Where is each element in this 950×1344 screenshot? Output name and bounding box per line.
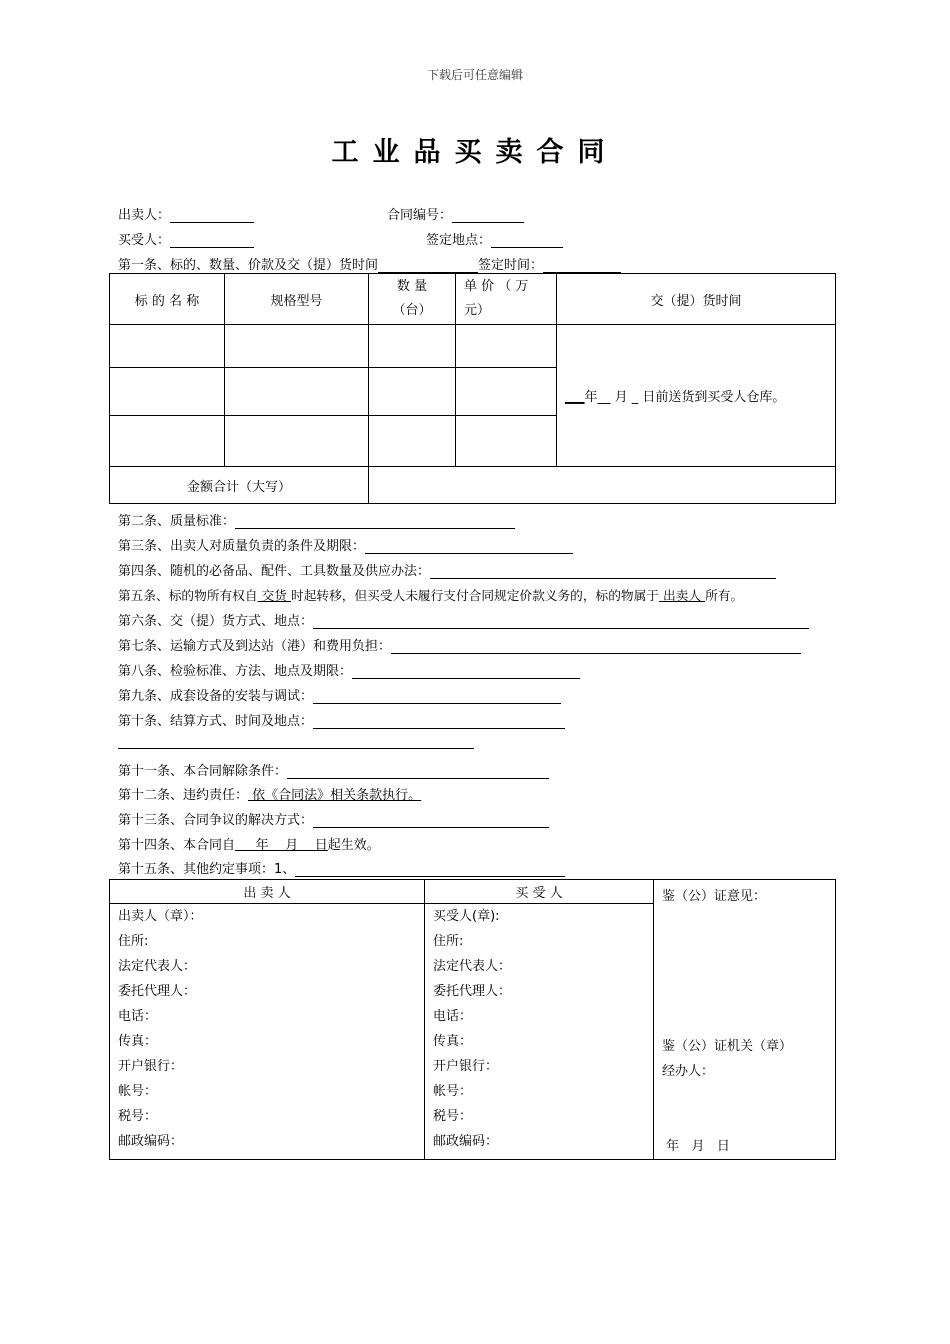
article-14-post: 起生效。 xyxy=(327,838,380,853)
goods-header-row xyxy=(110,274,836,325)
article-6-label: 第六条、交（提）货方式、地点： xyxy=(118,614,314,629)
cell-price[interactable] xyxy=(456,368,557,416)
signature-header-row xyxy=(110,880,836,904)
article-5-pre: 第五条、标的物所有权自 xyxy=(118,588,258,603)
col-price xyxy=(456,274,557,325)
sign-time-blank[interactable] xyxy=(543,258,621,273)
notary-header: 鉴（公）证意见： xyxy=(662,889,767,904)
contract-no-line xyxy=(387,204,524,223)
article-7-label: 第七条、运输方式及到达站（港）和费用负担： xyxy=(118,639,392,654)
sign-place-blank[interactable] xyxy=(491,233,563,248)
cell-qty[interactable] xyxy=(369,368,456,416)
article-5-seller: 出卖人 xyxy=(658,588,706,603)
article-10-blank[interactable] xyxy=(313,714,565,729)
article-4-label: 第四条、随机的必备品、配件、工具数量及供应办法： xyxy=(118,564,431,579)
buyer-blank[interactable] xyxy=(170,233,254,248)
buyer-field[interactable]: 帐号： xyxy=(433,1084,473,1099)
article-9-label: 第九条、成套设备的安装与调试： xyxy=(118,689,314,704)
seller-field[interactable]: 住所: xyxy=(118,934,149,949)
cell-spec[interactable] xyxy=(225,325,369,368)
article-5 xyxy=(118,585,743,604)
article-14 xyxy=(118,834,380,853)
article-14-label: 第十四条、本合同自 xyxy=(118,838,236,853)
article-6-blank[interactable] xyxy=(313,614,809,629)
article-4 xyxy=(118,560,776,579)
buyer-field[interactable]: 税号： xyxy=(433,1109,473,1124)
notary-seal: 鉴（公）证机关（章） xyxy=(662,1039,793,1054)
cell-name[interactable] xyxy=(110,325,225,368)
article-11-label: 第十一条、本合同解除条件： xyxy=(118,764,288,779)
article-8-blank[interactable] xyxy=(352,664,580,679)
delivery-cell xyxy=(557,325,836,467)
buyer-field[interactable]: 传真： xyxy=(433,1034,473,1049)
seller-header: 出 卖 人 xyxy=(110,880,425,904)
col-price-line1: 单 价 （ 万 xyxy=(464,279,529,294)
col-name: 标 的 名 称 xyxy=(110,274,225,325)
seller-column xyxy=(110,904,425,1160)
article-3-blank[interactable] xyxy=(365,539,573,554)
article-15 xyxy=(118,858,565,877)
article-10-label: 第十条、结算方式、时间及地点： xyxy=(118,714,314,729)
article-15-blank[interactable] xyxy=(295,862,565,877)
cell-spec[interactable] xyxy=(225,416,369,467)
sign-time-label: 签定时间： xyxy=(478,258,544,273)
seller-field[interactable]: 帐号： xyxy=(118,1084,158,1099)
article-9-blank[interactable] xyxy=(313,689,561,704)
buyer-field[interactable]: 委托代理人： xyxy=(433,984,512,999)
cell-price[interactable] xyxy=(456,325,557,368)
col-qty-line1: 数 量 xyxy=(396,279,428,294)
contract-no-blank[interactable] xyxy=(452,208,524,223)
seller-field[interactable]: 出卖人（章）： xyxy=(118,909,203,924)
cell-price[interactable] xyxy=(456,416,557,467)
notary-column xyxy=(654,880,836,1160)
article-2-label: 第二条、质量标准： xyxy=(118,514,236,529)
buyer-column xyxy=(425,904,654,1160)
article-5-post: 所有。 xyxy=(705,588,744,603)
seller-field[interactable]: 税号： xyxy=(118,1109,158,1124)
delivery-blank[interactable]: ___ xyxy=(565,390,585,405)
article-13 xyxy=(118,809,549,828)
article-5-delivery: 交货 xyxy=(257,588,292,603)
article-7 xyxy=(118,635,801,654)
sign-place-line xyxy=(426,229,563,248)
goods-table xyxy=(109,273,836,504)
article-14-date[interactable]: 年 月 日 xyxy=(235,838,328,853)
cell-name[interactable] xyxy=(110,368,225,416)
article-4-blank[interactable] xyxy=(430,564,776,579)
col-delivery: 交（提）货时间 xyxy=(557,274,836,325)
cell-name[interactable] xyxy=(110,416,225,467)
article-2 xyxy=(118,510,515,529)
buyer-field[interactable]: 住所: xyxy=(433,934,464,949)
sign-place-label: 签定地点： xyxy=(426,233,492,248)
buyer-label: 买受人： xyxy=(118,233,171,248)
delivery-text: 年__ 月 _ 日前送货到买受人仓库。 xyxy=(584,390,786,405)
article-13-blank[interactable] xyxy=(313,813,549,828)
seller-line xyxy=(118,204,254,223)
article1-blank[interactable] xyxy=(378,258,478,273)
article-3 xyxy=(118,535,573,554)
seller-field[interactable]: 传真： xyxy=(118,1034,158,1049)
article-10-blank-line2[interactable] xyxy=(118,748,474,749)
buyer-header: 买 受 人 xyxy=(425,880,654,904)
col-qty-line2: （台） xyxy=(392,303,432,318)
article-12 xyxy=(118,784,421,803)
article-8-label: 第八条、检验标准、方法、地点及期限： xyxy=(118,664,353,679)
article-5-mid: 时起转移，但买受人未履行支付合同规定价款义务的，标的物属于 xyxy=(291,588,659,603)
header-note: 下载后可任意编辑 xyxy=(426,68,523,82)
article-7-blank[interactable] xyxy=(391,639,801,654)
signature-table xyxy=(109,879,836,1160)
seller-blank[interactable] xyxy=(170,208,254,223)
seller-field[interactable]: 电话： xyxy=(118,1009,158,1024)
article-9 xyxy=(118,685,561,704)
seller-field[interactable]: 法定代表人： xyxy=(118,959,197,974)
seller-field[interactable]: 邮政编码： xyxy=(118,1134,184,1149)
notary-agent: 经办人： xyxy=(662,1064,715,1079)
article-15-label: 第十五条、其他约定事项：1、 xyxy=(118,862,296,877)
cell-qty[interactable] xyxy=(369,416,456,467)
notary-date: 年 月 日 xyxy=(662,1139,730,1154)
total-value[interactable] xyxy=(369,467,836,504)
total-row xyxy=(110,467,836,504)
col-spec: 规格型号 xyxy=(225,274,369,325)
seller-field[interactable]: 开户银行： xyxy=(118,1059,184,1074)
buyer-field[interactable]: 买受人(章): xyxy=(433,909,500,924)
article-2-blank[interactable] xyxy=(235,514,515,529)
cell-spec[interactable] xyxy=(225,368,369,416)
article-12-value: 依《合同法》相关条款执行。 xyxy=(248,788,422,803)
article-3-label: 第三条、出卖人对质量负责的条件及期限： xyxy=(118,539,366,554)
article1-label: 第一条、标的、数量、价款及交（提）货时间 xyxy=(118,258,379,273)
article-13-label: 第十三条、合同争议的解决方式： xyxy=(118,813,314,828)
article-12-label: 第十二条、违约责任： xyxy=(118,788,249,803)
article-11-blank[interactable] xyxy=(287,764,549,779)
buyer-field[interactable]: 邮政编码： xyxy=(433,1134,499,1149)
col-qty xyxy=(369,274,456,325)
article-6 xyxy=(118,610,809,629)
article-10 xyxy=(118,710,565,729)
article-8 xyxy=(118,660,580,679)
contract-no-label: 合同编号： xyxy=(387,208,453,223)
seller-field[interactable]: 委托代理人： xyxy=(118,984,197,999)
buyer-field[interactable]: 电话： xyxy=(433,1009,473,1024)
buyer-line xyxy=(118,229,254,248)
cell-qty[interactable] xyxy=(369,325,456,368)
col-price-line2: 元） xyxy=(464,303,491,318)
buyer-field[interactable]: 法定代表人： xyxy=(433,959,512,974)
page-title: 工业品买卖合同 xyxy=(331,137,619,168)
buyer-field[interactable]: 开户银行： xyxy=(433,1059,499,1074)
seller-label: 出卖人： xyxy=(118,208,171,223)
table-row xyxy=(110,325,836,368)
total-label: 金额合计（大写） xyxy=(110,467,369,504)
article1-line xyxy=(118,254,621,273)
article-11 xyxy=(118,760,549,779)
